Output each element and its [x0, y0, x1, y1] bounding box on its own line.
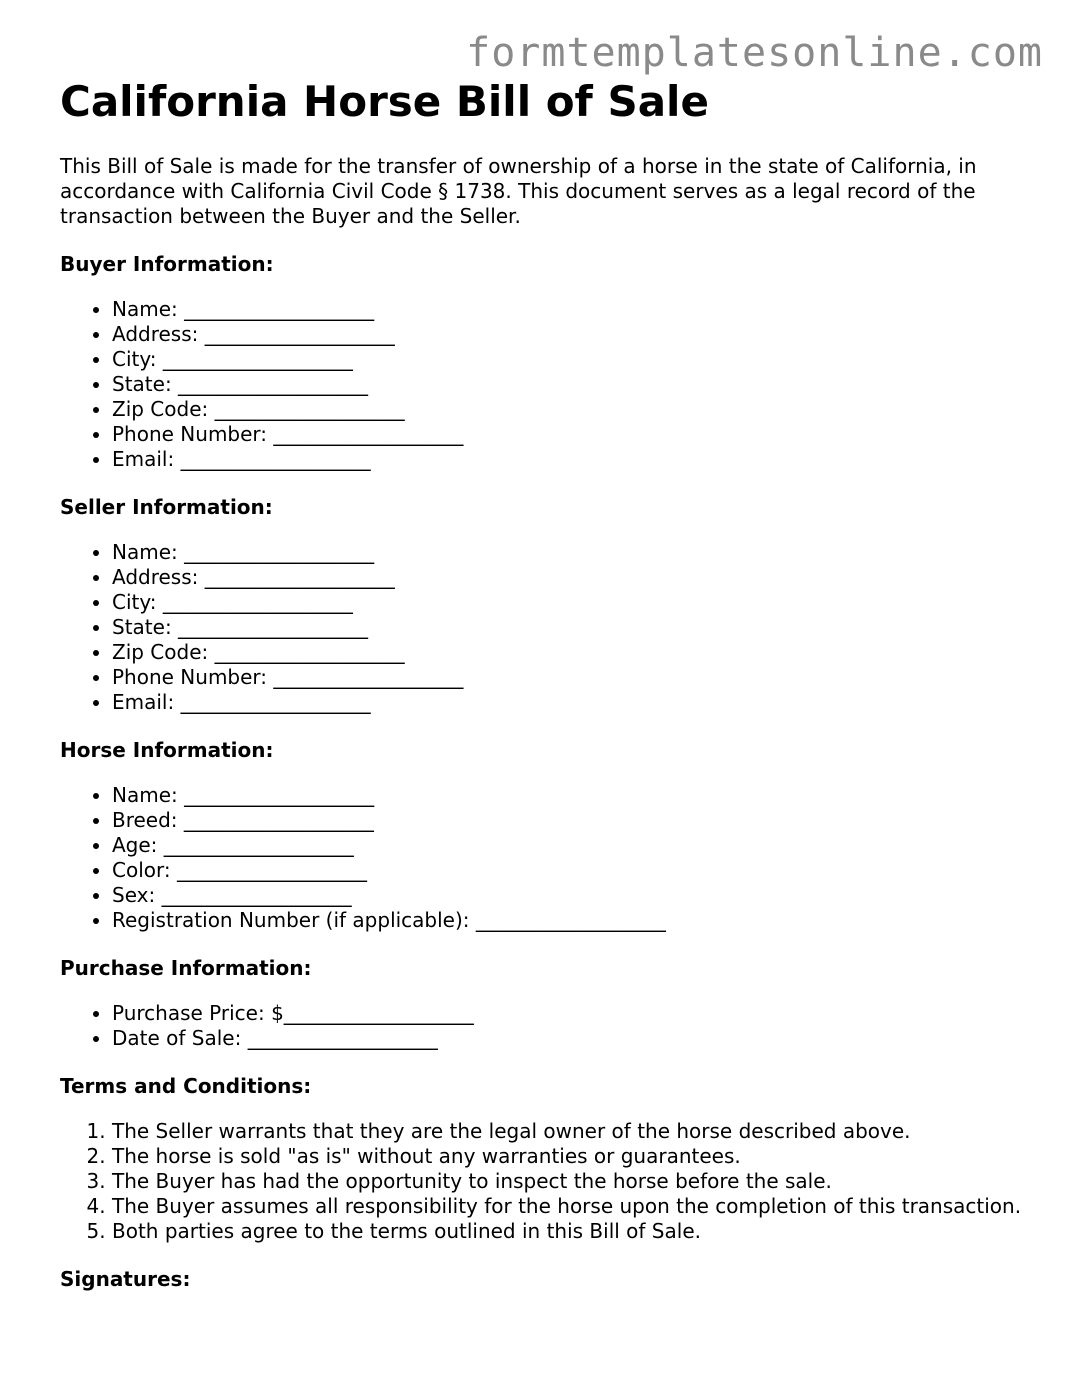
horse-registration-field: • Registration Number (if applicable): ___________________	[112, 908, 1040, 933]
seller-email-field: • Email: ___________________	[112, 690, 1040, 715]
purchase-heading: Purchase Information:	[60, 956, 312, 980]
seller-field-list	[60, 540, 1040, 715]
seller-zip-field: • Zip Code: ___________________	[112, 640, 1040, 665]
document-body	[60, 78, 1040, 1292]
intro-paragraph: This Bill of Sale is made for the transfer of ownership of a horse in the state of California, in accordance with California Civil Code § 1738. This document serves as a legal record of the transaction between the Buyer and the Seller.	[60, 154, 977, 228]
buyer-city-field: • City: ___________________	[112, 347, 1040, 372]
page-title: California Horse Bill of Sale	[60, 77, 709, 126]
purchase-price-field: • Purchase Price: $___________________	[112, 1001, 1040, 1026]
buyer-zip-field: • Zip Code: ___________________	[112, 397, 1040, 422]
seller-name-field: • Name: ___________________	[112, 540, 1040, 565]
buyer-phone-field: • Phone Number: ___________________	[112, 422, 1040, 447]
buyer-state-field: • State: ___________________	[112, 372, 1040, 397]
buyer-name-field: • Name: ___________________	[112, 297, 1040, 322]
buyer-field-list	[60, 297, 1040, 472]
terms-item: 5. Both parties agree to the terms outlined in this Bill of Sale.	[112, 1219, 1040, 1244]
purchase-field-list	[60, 1001, 1040, 1051]
terms-item: 2. The horse is sold "as is" without any warranties or guarantees.	[112, 1144, 1040, 1169]
terms-item: 4. The Buyer assumes all responsibility for the horse upon the completion of this transaction.	[112, 1194, 1040, 1219]
buyer-address-field: • Address: ___________________	[112, 322, 1040, 347]
seller-address-field: • Address: ___________________	[112, 565, 1040, 590]
seller-heading: Seller Information:	[60, 495, 273, 519]
purchase-date-field: • Date of Sale: ___________________	[112, 1026, 1040, 1051]
seller-city-field: • City: ___________________	[112, 590, 1040, 615]
seller-phone-field: • Phone Number: ___________________	[112, 665, 1040, 690]
signatures-heading: Signatures:	[60, 1267, 191, 1291]
horse-age-field: • Age: ___________________	[112, 833, 1040, 858]
horse-sex-field: • Sex: ___________________	[112, 883, 1040, 908]
horse-color-field: • Color: ___________________	[112, 858, 1040, 883]
seller-state-field: • State: ___________________	[112, 615, 1040, 640]
terms-item: 1. The Seller warrants that they are the legal owner of the horse described above.	[112, 1119, 1040, 1144]
terms-list	[60, 1119, 1040, 1244]
terms-heading: Terms and Conditions:	[60, 1074, 312, 1098]
horse-name-field: • Name: ___________________	[112, 783, 1040, 808]
watermark: formtemplatesonline.com	[466, 30, 1043, 76]
terms-item: 3. The Buyer has had the opportunity to inspect the horse before the sale.	[112, 1169, 1040, 1194]
buyer-email-field: • Email: ___________________	[112, 447, 1040, 472]
buyer-heading: Buyer Information:	[60, 252, 274, 276]
horse-field-list	[60, 783, 1040, 933]
horse-breed-field: • Breed: ___________________	[112, 808, 1040, 833]
horse-heading: Horse Information:	[60, 738, 274, 762]
